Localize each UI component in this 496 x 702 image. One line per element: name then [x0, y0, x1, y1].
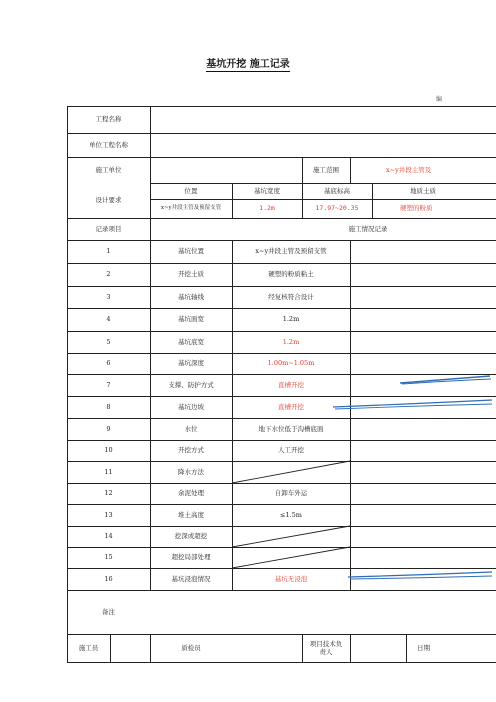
corner-mark: 编: [436, 96, 443, 103]
construction-unit-label: 施工单位: [95, 165, 122, 174]
row-number: 12: [104, 489, 113, 498]
row-value: 直槽开挖: [278, 402, 304, 411]
col-position: 位置: [184, 186, 198, 195]
row-number: 3: [106, 292, 111, 301]
row-number: 9: [106, 424, 111, 433]
row-item-label: 水位: [184, 424, 198, 433]
row-value: x~y井段主管及预留支管: [255, 247, 327, 256]
inspector-label: 质检员: [181, 643, 201, 652]
soil-value: 硬塑的粉质: [400, 204, 433, 213]
row-number: 6: [106, 359, 111, 368]
row-number: 10: [104, 446, 113, 455]
col-width: 基坑宽度: [254, 186, 280, 195]
row-number: 11: [104, 467, 113, 476]
row-item-label: 基坑底宽: [178, 337, 204, 346]
row-number: 2: [106, 270, 111, 279]
row-item-label: 余泥处理: [178, 489, 204, 498]
row-value: 硬塑的粉质粘土: [268, 270, 314, 279]
row-value: 1.2m: [282, 337, 300, 346]
scope-label: 施工范围: [313, 165, 339, 174]
row-item-label: 开挖方式: [178, 446, 204, 455]
row-item-label: 堆土高度: [178, 510, 204, 519]
row-item-label: 基坑面宽: [178, 315, 204, 324]
row-item-label: 基坑边坡: [178, 402, 204, 411]
unit-project-label: 单位工程名称: [89, 140, 128, 149]
row-item-label: 基坑轴线: [178, 292, 204, 301]
record-item-label: 记录项目: [95, 224, 122, 233]
row-item-label: 降水方法: [178, 467, 204, 476]
document-title-text: 基坑开挖 施工记录: [206, 59, 290, 70]
row-number: 13: [104, 510, 113, 519]
row-value: 基坑无浸泡: [274, 574, 308, 583]
record-status-label: 施工情况记录: [348, 224, 388, 233]
row-item-label: 基坑位置: [178, 247, 204, 256]
tech-lead-label: 项目技术负责人: [309, 639, 343, 656]
diagonal-strike: [232, 547, 350, 568]
row-value: 自卸车外运: [274, 489, 308, 498]
diagonal-strike: [232, 526, 350, 547]
row-item-label: 支撑、防护方式: [168, 380, 214, 389]
row-number: 4: [106, 315, 111, 324]
row-item-label: 挖深或超挖: [174, 532, 208, 541]
position-value: x~y井段主管及预留支管: [160, 204, 222, 211]
row-value: 1.2m: [282, 315, 300, 324]
row-number: 7: [106, 380, 111, 389]
row-number: 14: [104, 532, 113, 541]
row-value: 经复核符合设计: [268, 292, 314, 301]
row-value: 人工开挖: [278, 446, 304, 455]
elevation-value: 17.97~20.35: [315, 204, 359, 213]
date-label: 日期: [417, 643, 430, 652]
col-soil: 地质土质: [410, 186, 436, 195]
row-value: ≤1.5m: [280, 510, 302, 519]
design-requirement-label: 设计要求: [95, 196, 122, 205]
row-number: 5: [106, 337, 111, 346]
row-value: 地下水位低于沟槽底面: [258, 424, 324, 433]
row-item-label: 超挖局部处理: [171, 553, 211, 562]
row-value: 直槽开挖: [278, 380, 304, 389]
row-number: 16: [104, 574, 113, 583]
row-item-label: 基坑浸泡情况: [171, 574, 211, 583]
col-bottom-elevation: 基底标高: [324, 186, 350, 195]
row-item-label: 基坑深度: [178, 359, 204, 368]
project-name-label: 工程名称: [95, 115, 122, 124]
width-value: 1.2m: [259, 204, 275, 213]
row-item-label: 开挖土质: [178, 270, 204, 279]
diagonal-strike: [232, 461, 350, 483]
remarks-label: 备注: [102, 607, 115, 616]
scope-value: x~y井段主管及: [386, 165, 432, 174]
row-number: 8: [106, 402, 111, 411]
worker-label: 施工员: [78, 643, 99, 652]
row-number: 1: [106, 247, 111, 256]
row-number: 15: [104, 553, 113, 562]
row-value: 1.00m~1.05m: [267, 359, 315, 368]
